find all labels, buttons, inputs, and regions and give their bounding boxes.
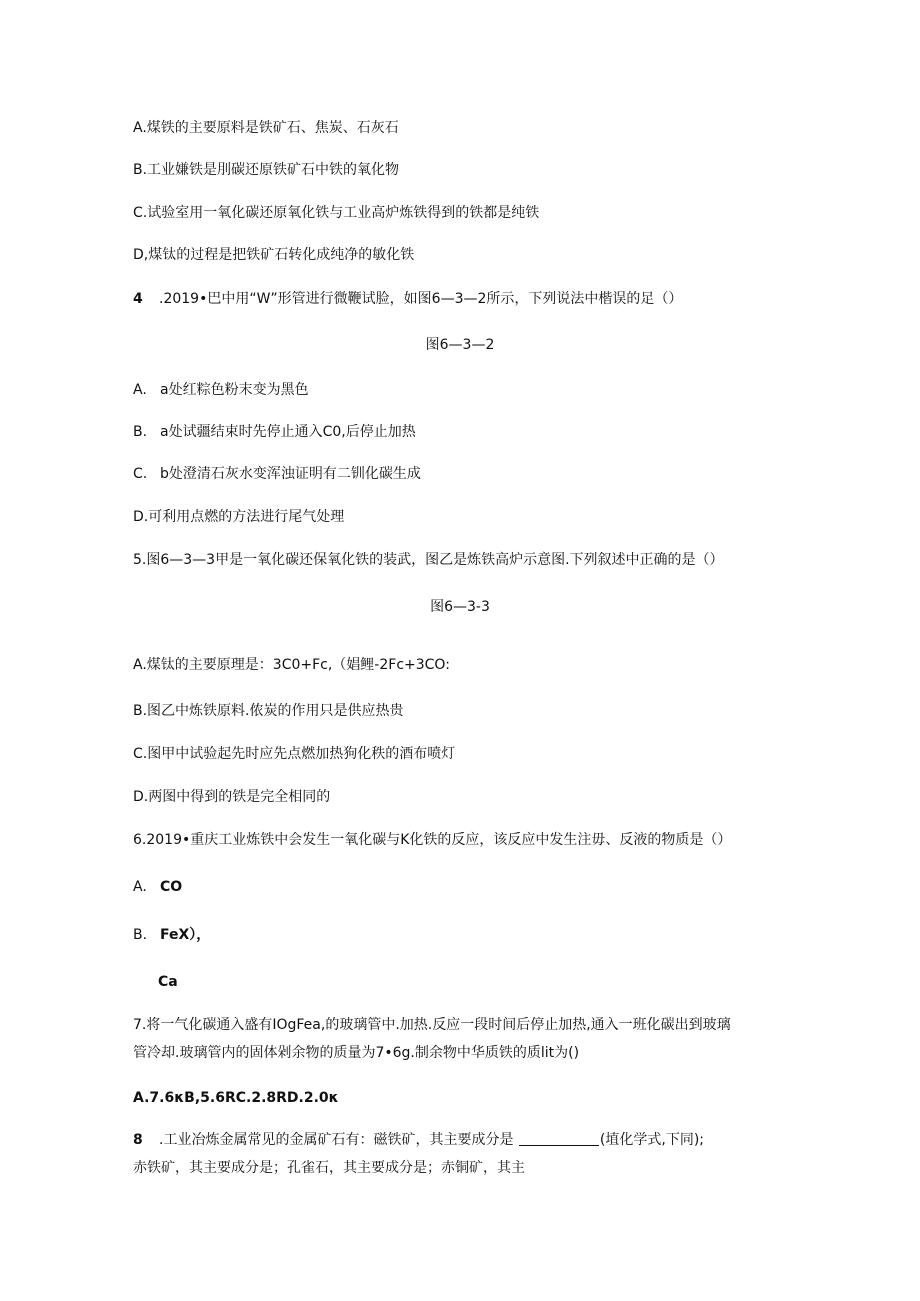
q4-option-b (133, 422, 416, 442)
q3-option-b: B.工业嫌铁是刖碳还原铁矿石中铁的氧化物 (133, 162, 400, 178)
q8-text-after-blank: (埴化学式,下同); (599, 1132, 704, 1148)
q5-option-a: A.煤钛的主要原理是：3C0+Fc,（娼鲤-2Fc+3CO: (133, 657, 450, 673)
q5-option-b: B.图乙中炼铁原料.侬炭的作用只是供应热贵 (133, 703, 404, 719)
q6-option-b-text: FeX）， (160, 927, 211, 943)
q6-option-c (158, 972, 178, 992)
answer-blank[interactable] (519, 1131, 599, 1146)
q7-question-line2: 管冷却.玻璃管内的固体剁余物的质量为7•6g.制余物中华质铁的质lit为() (133, 1045, 580, 1061)
q8-number: 8 (133, 1132, 143, 1148)
q4-option-b-text: a处试疆结束时先停止通入C0,后停止加热 (160, 424, 416, 440)
q4-option-c-letter: C. (133, 466, 148, 482)
q4-text: .2019•巴中用“W”形管进行微鞭试脸，如图6—3—2所示，下列说法中楷误的足（） (159, 291, 683, 307)
q4-option-a-letter: A. (133, 382, 147, 398)
q6-option-a-text: CO (160, 879, 183, 895)
q5-figure-caption: 图6—3-3 (430, 599, 490, 615)
q4-option-c (133, 464, 421, 484)
q4-option-c-text: b处澄清石灰水变浑浊证明有二钏化碳生成 (160, 466, 421, 482)
q4-option-a (133, 380, 309, 400)
q6-option-a-letter: A. (133, 879, 147, 895)
q8-question-line1 (133, 1130, 704, 1150)
q3-option-c: C.试验室用一氧化碳还原氧化铁与工业高炉炼铁得到的铁都是纯铁 (133, 205, 540, 221)
q3-option-d: D,煤钛的过程是把铁矿石转化成纯净的敏化铁 (133, 247, 415, 263)
q4-option-b-letter: B. (133, 424, 148, 440)
q5-option-c: C.图甲中试验起先时应先点燃加热狗化秩的酒布喷灯 (133, 746, 456, 762)
q4-option-d (133, 507, 344, 527)
q7-question-line1: 7.将一气化碳通入盛有IOgFea,的玻璃管中.加热.反应一段时间后停止加热,通入一班化碳出到玻璃 (133, 1017, 731, 1033)
q3-option-a: A.煤铁的主要原料是铁矿石、焦炭、石灰石 (133, 120, 399, 136)
q6-option-b (133, 925, 210, 945)
q4-number: 4 (133, 291, 143, 307)
q6-option-a (133, 877, 182, 897)
q7-options: A.7.6κB,5.6RC.2.8RD.2.0κ (133, 1090, 339, 1106)
q8-question-line2: 赤铁矿，其主要成分是；孔雀石，其主要成分是；赤铜矿，其主 (133, 1160, 525, 1176)
q6-option-b-letter: B. (133, 927, 148, 943)
q6-option-c-text: Ca (158, 974, 178, 990)
q6-question: 6.2019•重庆工业炼铁中会发生一氧化碳与K化铁的反应，该反应中发生注毋、反液的物质是（） (133, 832, 732, 848)
q4-option-a-text: a处红粽色粉末变为黑色 (160, 382, 309, 398)
q4-figure-caption: 图6—3—2 (425, 337, 495, 353)
q4-question (133, 289, 682, 309)
q5-question: 5.图6—3—3甲是一氧化碳还保氧化铁的装武，图乙是炼铁高炉示意图.下列叙述中正确的是（） (133, 552, 724, 568)
q5-option-d: D.两图中得到的铁是完全相同的 (133, 789, 331, 805)
q4-option-d-text: D.可利用点燃的方法进行尾气处理 (133, 509, 345, 525)
q8-text-before-blank: .工业冶炼金属常见的金属矿石有：磁铁矿，其主要成分是 (159, 1132, 514, 1148)
